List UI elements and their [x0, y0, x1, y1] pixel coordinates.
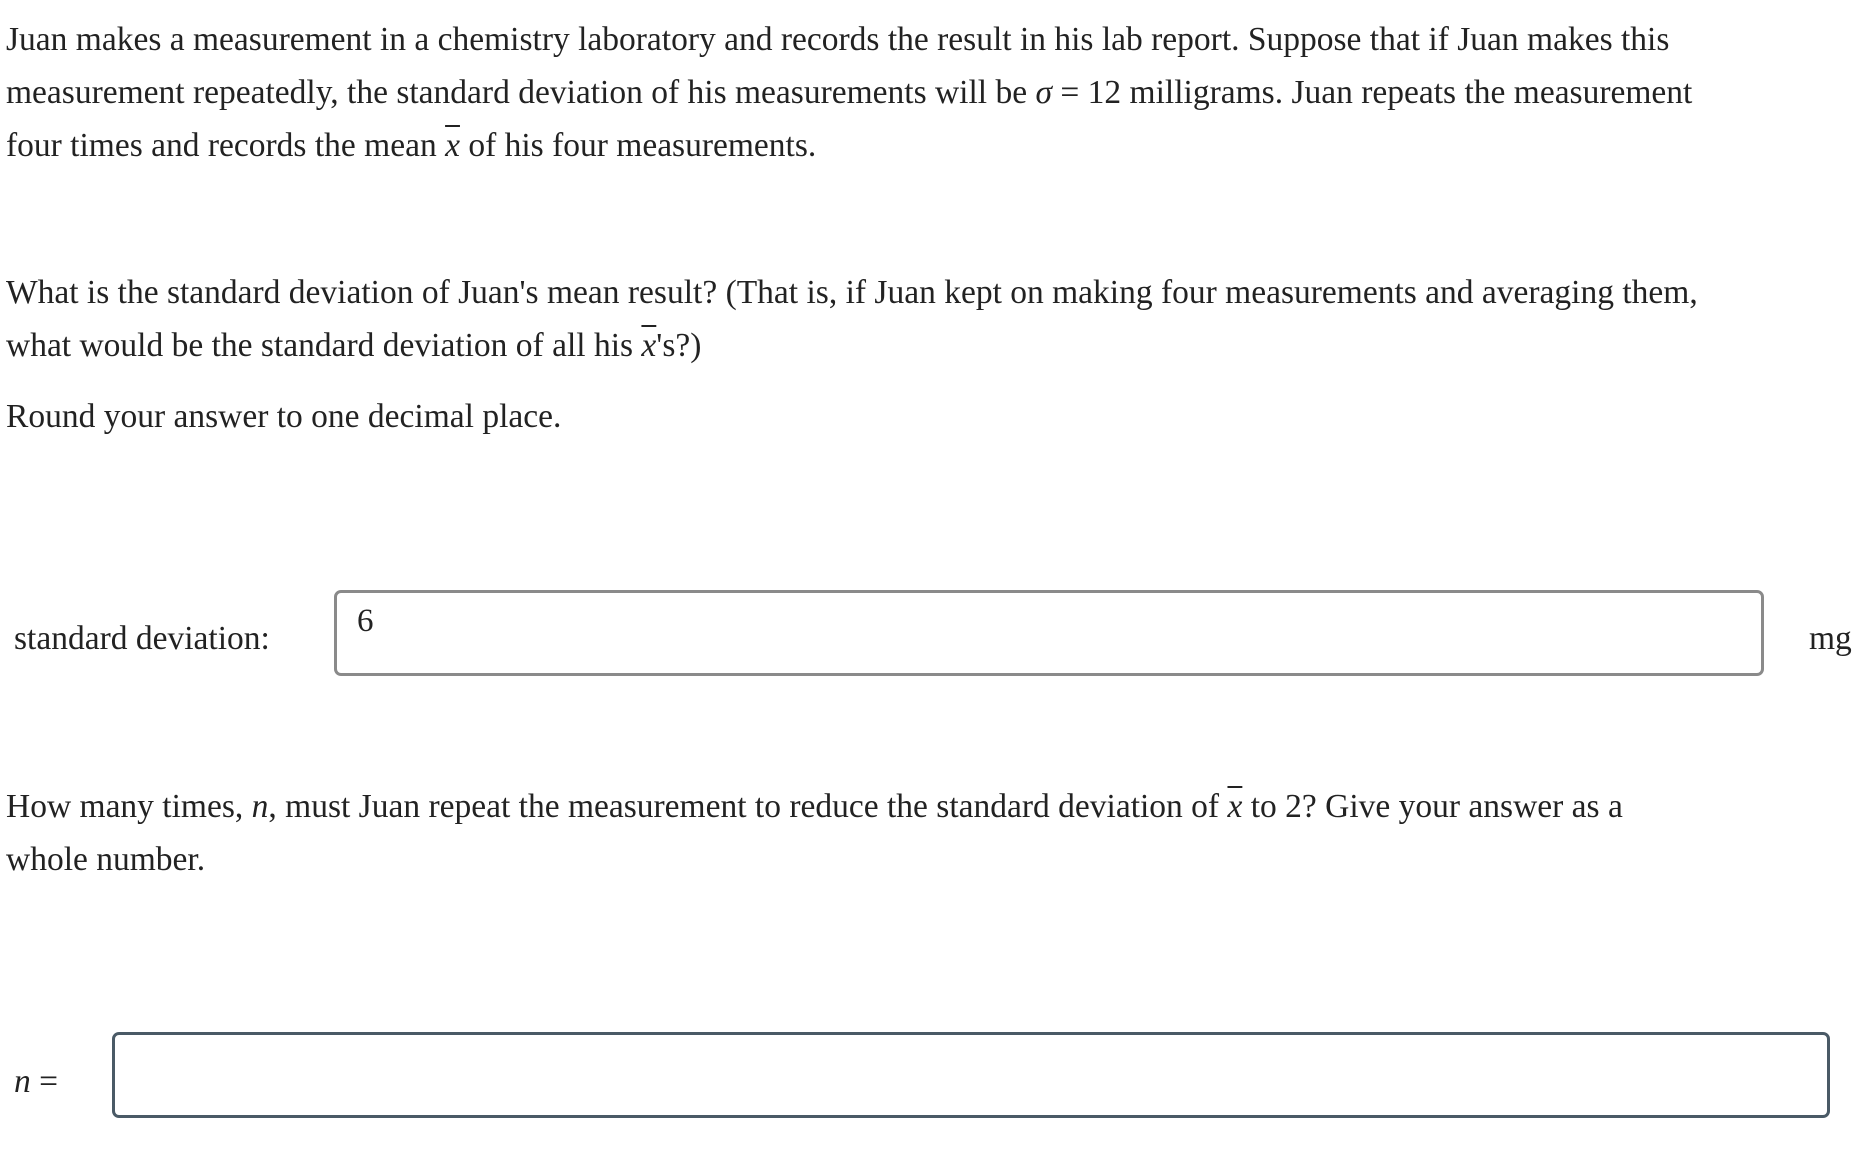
intro-line-3: four times and records the mean $\overline{x}$ of his four measurements. [6, 127, 817, 164]
unit-label: mg [1809, 620, 1852, 657]
q2-line-2: whole number. [6, 841, 206, 878]
intro-line-2: measurement repeatedly, the standard deviation of his measurements will be σ = 12 milligrams. Juan repeats the measurement [6, 74, 1693, 111]
standard-deviation-input[interactable] [334, 590, 1764, 676]
question-1-text [6, 266, 1698, 372]
q2-line-1: How many times, n, must Juan repeat the measurement to reduce the standard deviation of $\overline{x}$ to 2? Give your answer as a [6, 788, 1623, 825]
sigma-symbol: σ [1035, 74, 1053, 111]
n-variable: n [251, 788, 269, 825]
xbar-symbol: $\overline{x}$ [445, 127, 460, 164]
q1-line-2: what would be the standard deviation of all his $\overline{x}'s$?) [6, 327, 702, 364]
xbar-symbol: $\overline{x}$ [641, 327, 657, 364]
n-input[interactable] [112, 1032, 1830, 1118]
standard-deviation-label: standard deviation: [14, 620, 270, 657]
q1-line-1: What is the standard deviation of Juan's mean result? (That is, if Juan kept on making four measurements and averaging them, [6, 274, 1698, 311]
problem-intro [6, 13, 1692, 172]
xbar-symbol: $\overline{x}$ [1227, 788, 1243, 825]
n-equals-label: n = [14, 1063, 59, 1100]
standard-deviation-value: 6 [357, 603, 374, 639]
intro-line-1: Juan makes a measurement in a chemistry laboratory and records the result in his lab report. Suppose that if Juan makes this [6, 21, 1670, 58]
question-2-text [6, 780, 1623, 886]
round-instruction: Round your answer to one decimal place. [6, 398, 562, 435]
